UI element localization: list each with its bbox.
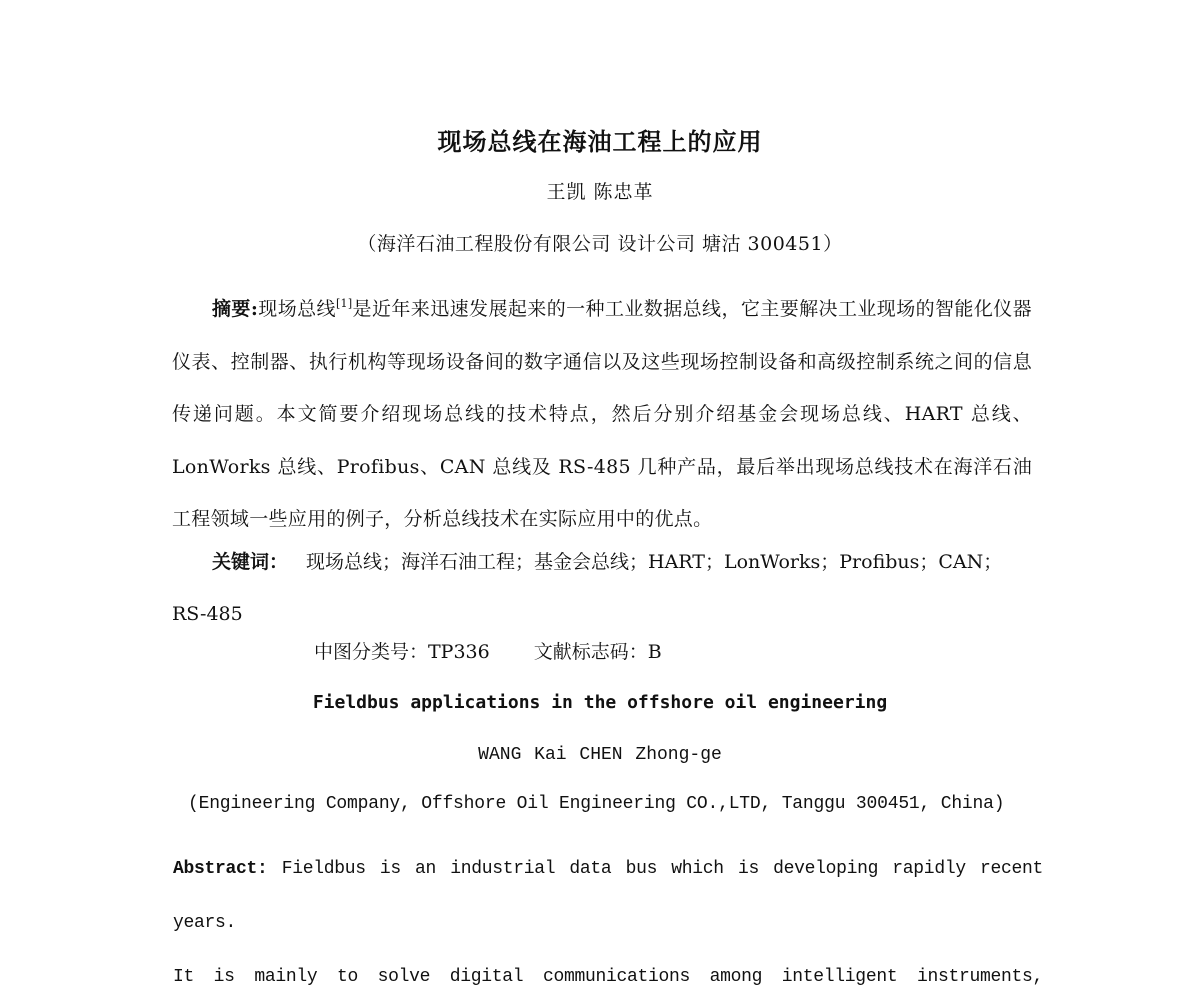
abstract-en-text-1: Fieldbus is an industrial data bus which is developing rapidly recent years. bbox=[173, 859, 1043, 933]
clc-number: 中图分类号：TP336 bbox=[314, 641, 490, 663]
abstract-cn-text: 是近年来迅速发展起来的一种工业数据总线，它主要解决工业现场的智能化仪器仪表、控制器、执行机构等现场设备间的数字通信以及这些现场控制设备和高级控制系统之间的信息传递问题。本文简要介绍现场总线的技术特点，然后分别介绍基金会现场总线、HART 总线、LonWorks 总线、Profibus、CAN 总线及 RS-485 几种产品，最后举出现场总线技术在海洋石油工程领域一些应用的例子，分析总线技术在实际应用中的优点。 bbox=[172, 298, 1032, 530]
paper-authors-en: WANG Kai CHEN Zhong-ge bbox=[478, 745, 722, 765]
abstract-cn-label: 摘要: bbox=[212, 298, 259, 320]
keywords-cn bbox=[172, 536, 1032, 640]
abstract-en-label: Abstract: bbox=[173, 859, 268, 879]
document-code: 文献标志码：B bbox=[533, 641, 662, 663]
abstract-en bbox=[173, 842, 1043, 1004]
abstract-cn bbox=[172, 283, 1032, 546]
classification-line bbox=[314, 643, 662, 662]
paper-title: 现场总线在海油工程上的应用 bbox=[437, 127, 763, 156]
keywords-cn-label: 关键词： bbox=[212, 551, 289, 573]
paper-affiliation-en: (Engineering Company, Offshore Oil Engineering CO.,LTD, Tanggu 300451, China) bbox=[188, 794, 1005, 814]
keywords-cn-text: 现场总线；海洋石油工程；基金会总线；HART；LonWorks；Profibus；CAN；RS-485 bbox=[172, 551, 1003, 625]
paper-title-en: Fieldbus applications in the offshore oil engineering bbox=[312, 692, 888, 713]
abstract-cn-lead: 现场总线 bbox=[258, 298, 336, 320]
abstract-en-line-1 bbox=[173, 842, 1043, 950]
paper-authors: 王凯 陈忠革 bbox=[546, 181, 654, 203]
citation-ref[interactable]: [1] bbox=[335, 297, 353, 310]
abstract-en-line-2: It is mainly to solve digital communications among intelligent instruments, bbox=[173, 967, 1043, 987]
paper-affiliation: （海洋石油工程股份有限公司 设计公司 塘沽 300451） bbox=[357, 233, 843, 255]
